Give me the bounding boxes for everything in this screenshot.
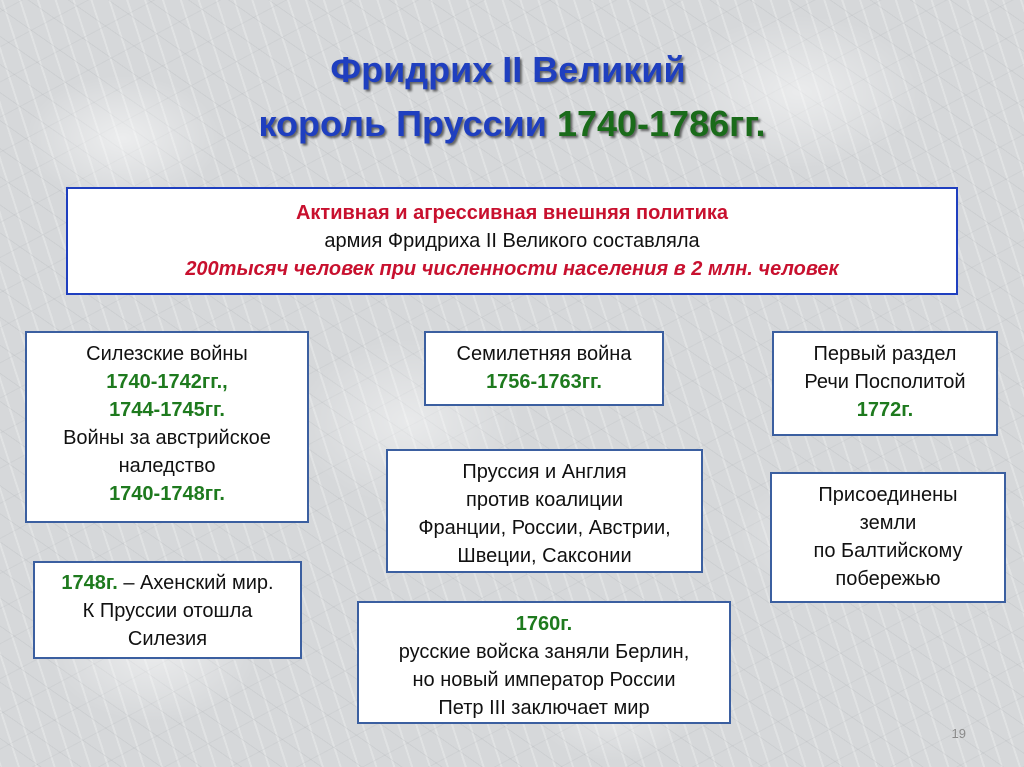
austrian-succession-title-2: наледство [118, 455, 216, 477]
aachen-peace-box [33, 561, 302, 659]
berlin-occupation-box [357, 601, 731, 724]
aachen-text: – Ахенский мир. [117, 572, 274, 594]
seven-years-title: Семилетняя война [456, 343, 632, 365]
austrian-succession-years: 1740-1748гг. [109, 483, 225, 505]
partition-line2: Речи Посполитой [804, 371, 966, 393]
seven-years-dates: 1756-1763гг. [486, 371, 602, 393]
berlin-line3: но новый император России [412, 669, 676, 691]
berlin-line2: русские войска заняли Берлин, [398, 641, 690, 663]
policy-army-size: 200тысяч человек при численности населения в 2 млн. человек [185, 258, 839, 280]
coalition-line2: против коалиции [465, 489, 623, 511]
partition-year: 1772г. [856, 399, 914, 421]
baltic-line4: побережью [835, 568, 941, 590]
aachen-line1 [35, 569, 300, 597]
baltic-line3: по Балтийскому [813, 540, 963, 562]
first-partition-box [772, 331, 998, 436]
aachen-line2: К Пруссии отошла [82, 600, 253, 622]
silesian-wars-box [25, 331, 309, 523]
baltic-line2: земли [859, 512, 917, 534]
slide-title-line1: Фридрих II Великий [330, 49, 686, 90]
partition-line1: Первый раздел [813, 343, 957, 365]
berlin-line4: Петр III заключает мир [438, 697, 650, 719]
silesian-title: Силезские войны [86, 343, 248, 365]
silesian-years-1: 1740-1742гг., [106, 371, 228, 393]
aachen-line3: Силезия [127, 628, 208, 650]
baltic-lands-box [770, 472, 1006, 603]
berlin-year: 1760г. [515, 613, 573, 635]
coalition-line3: Франции, России, Австрии, [418, 517, 671, 539]
title-years: 1740-1786гг. [556, 103, 766, 144]
title-text: король Пруссии [258, 103, 557, 144]
slide-title-line2 [0, 102, 1024, 145]
aachen-year: 1748г. [61, 572, 118, 594]
austrian-succession-title: Войны за австрийское [63, 427, 271, 449]
coalition-box [386, 449, 703, 573]
foreign-policy-box [66, 187, 958, 295]
page-number: 19 [951, 726, 966, 741]
policy-army-text: армия Фридриха II Великого составляла [324, 230, 700, 252]
baltic-line1: Присоединены [818, 484, 958, 506]
coalition-line1: Пруссия и Англия [462, 461, 627, 483]
policy-heading: Активная и агрессивная внешняя политика [295, 202, 729, 224]
coalition-line4: Швеции, Саксонии [457, 545, 632, 567]
seven-years-war-box [424, 331, 664, 406]
silesian-years-2: 1744-1745гг. [109, 399, 225, 421]
